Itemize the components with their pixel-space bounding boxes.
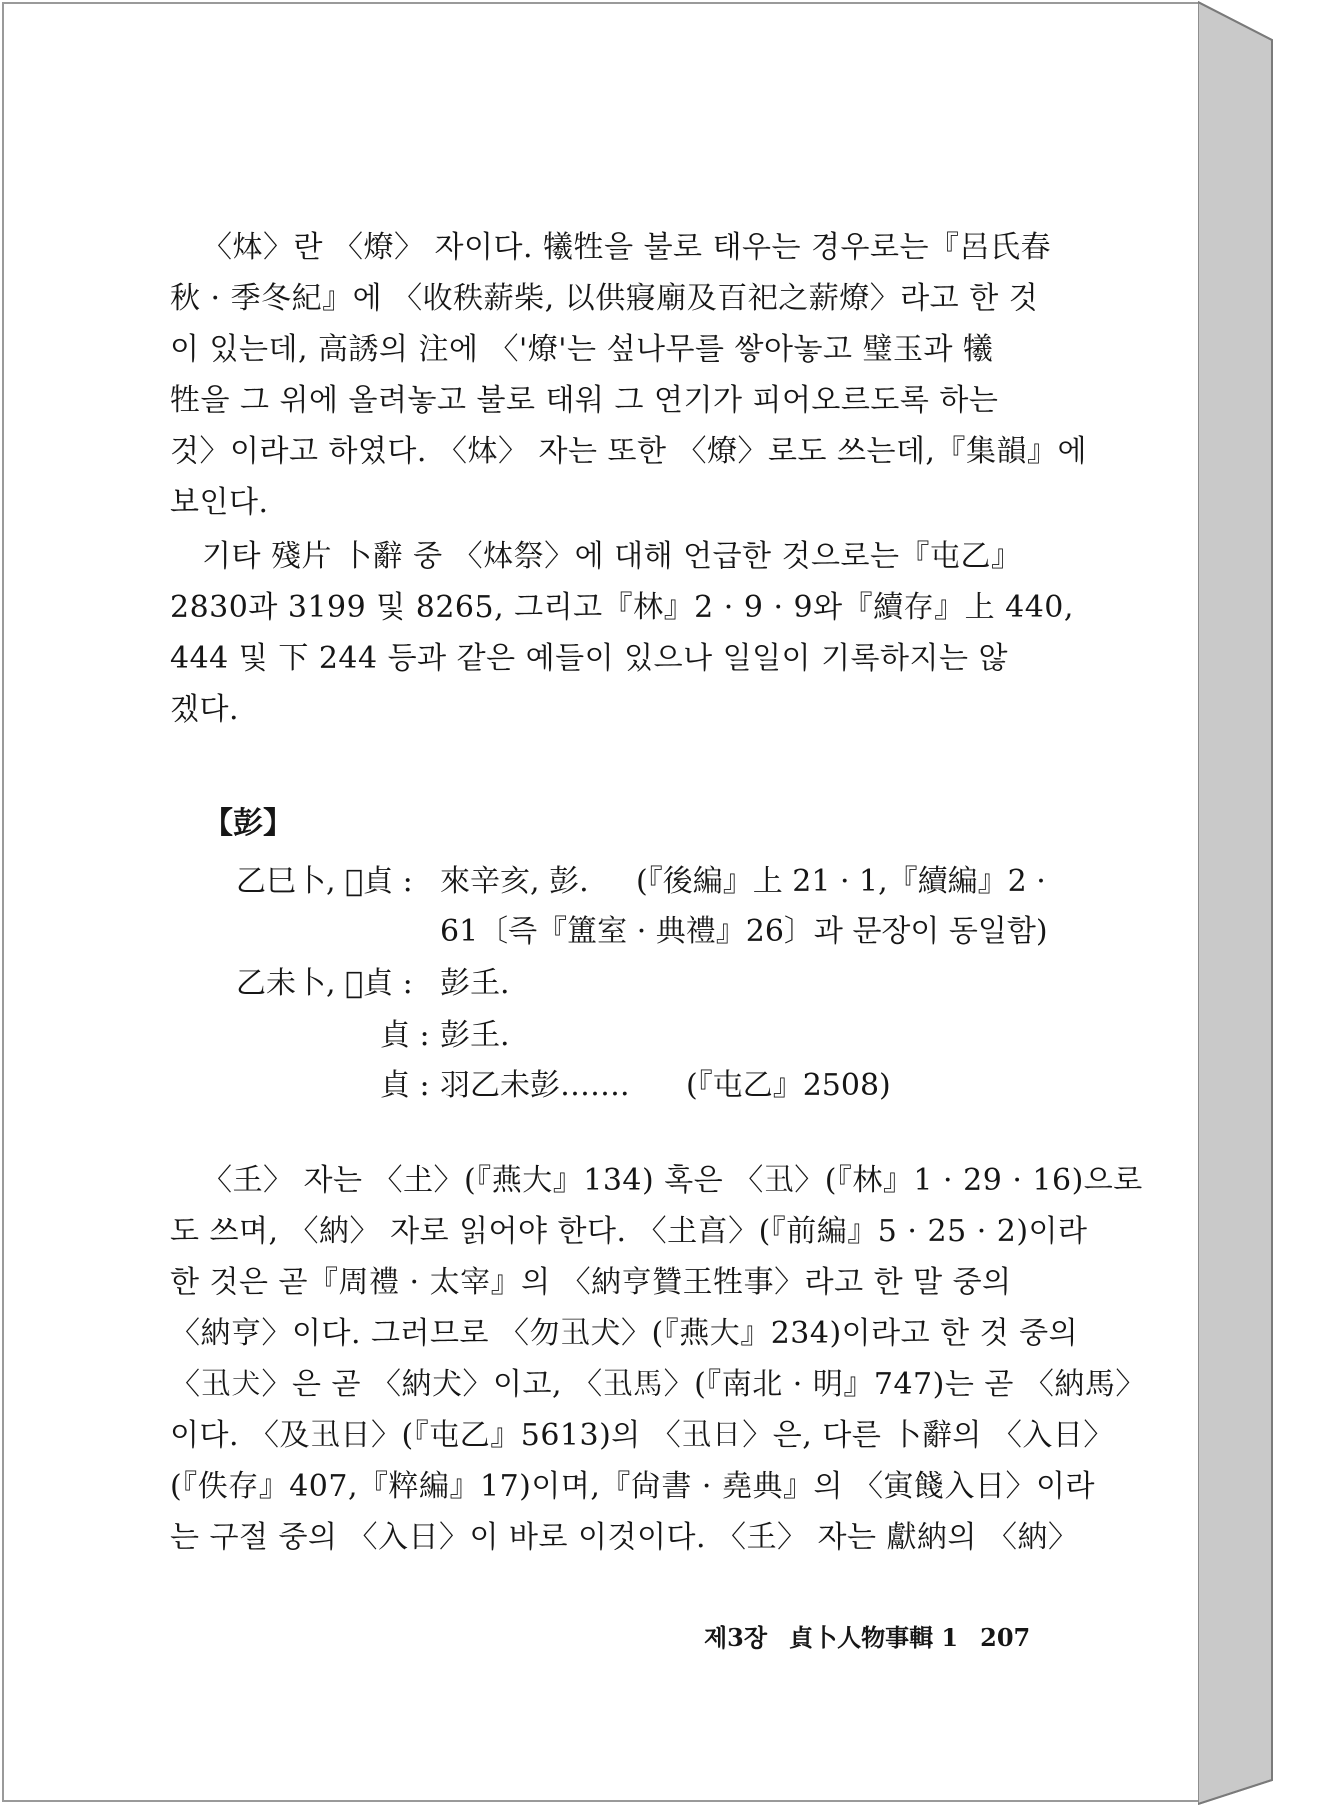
inscription-citation: (『屯乙』2508) bbox=[686, 1068, 891, 1103]
text-line: 2830과 3199 및 8265, 그리고『林』2 · 9 · 9와『續存』上 440, bbox=[170, 590, 1074, 625]
text-line: 이 있는데, 高誘의 注에 〈'燎'는 섶나무를 쌓아놓고 璧玉과 犧 bbox=[170, 332, 994, 367]
inscription-text: 來辛亥, 彭. bbox=[440, 864, 589, 899]
paragraph-1-block bbox=[170, 222, 1087, 528]
text-line: 것〉이라고 하였다. 〈㶱〉 자는 또한 〈燎〉로도 쓰는데,『集韻』에 bbox=[170, 434, 1087, 469]
inscription-text: 彭𡈼. bbox=[440, 966, 510, 1001]
text-line: 〈納亨〉이다. 그러므로 〈勿𡈾犬〉(『燕大』234)이라고 한 것 중의 bbox=[170, 1316, 1079, 1351]
text-line: 이다. 〈及𡈾日〉(『屯乙』5613)의 〈𡈾日〉은, 다른 卜辭의 〈入日〉 bbox=[170, 1418, 1114, 1453]
text-line: 444 및 下 244 등과 같은 예들이 있으나 일일이 기록하지는 않 bbox=[170, 641, 1008, 676]
text-line: 보인다. bbox=[170, 485, 269, 520]
text-line: 겠다. bbox=[170, 692, 239, 727]
text-line: (『佚存』407,『粹編』17)이며,『尙書 · 堯典』의 〈寅餞入日〉이라 bbox=[170, 1469, 1095, 1504]
inscription-text: 61〔즉『簠室 · 典禮』26〕과 문장이 동일함) bbox=[440, 914, 1048, 949]
paragraph-2-block bbox=[170, 531, 1074, 735]
inscription-prefix: 乙未卜, 𡧊貞 : bbox=[236, 966, 413, 1001]
inscription-citation: (『後編』上 21 · 1,『續編』2 · bbox=[636, 864, 1046, 899]
text-line: 도 쓰며, 〈納〉 자로 읽어야 한다. 〈𡈽亯〉(『前編』5 · 25 · 2)이라 bbox=[170, 1214, 1088, 1249]
inscription-prefix: 乙巳卜, 𡧊貞 : bbox=[236, 864, 413, 899]
text-line: 秋 · 季冬紀』에 〈收秩薪柴, 以供寢廟及百祀之薪燎〉라고 한 것 bbox=[170, 281, 1039, 316]
page-number: 207 bbox=[980, 1623, 1031, 1652]
inscription-prefix: 貞 : bbox=[380, 1068, 430, 1103]
inscription-prefix: 貞 : bbox=[380, 1018, 430, 1053]
text-line: 기타 殘片 卜辭 중 〈㶱祭〉에 대해 언급한 것으로는『屯乙』 bbox=[202, 539, 1022, 574]
chapter-title: 貞卜人物事輯 1 bbox=[789, 1623, 959, 1652]
text-line: 〈㶱〉란 〈燎〉 자이다. 犧牲을 불로 태우는 경우로는『呂氏春 bbox=[202, 230, 1051, 265]
text-line: 〈𡈼〉 자는 〈𡈽〉(『燕大』134) 혹은 〈𡈾〉(『林』1 · 29 · 16)으로 bbox=[202, 1163, 1143, 1198]
text-line: 는 구절 중의 〈入日〉이 바로 이것이다. 〈𡈼〉 자는 獻納의 〈納〉 bbox=[170, 1520, 1079, 1555]
running-footer bbox=[704, 1618, 1030, 1653]
page-stack-edge bbox=[1198, 0, 1342, 1806]
chapter-label: 제3장 bbox=[704, 1623, 768, 1652]
text-line: 〈𡈾犬〉은 곧 〈納犬〉이고, 〈𡈾馬〉(『南北 · 明』747)는 곧 〈納馬〉 bbox=[170, 1367, 1146, 1402]
section-heading: 【彭】 bbox=[203, 806, 293, 841]
text-line: 牲을 그 위에 올려놓고 불로 태워 그 연기가 피어오르도록 하는 bbox=[170, 383, 999, 418]
inscription-text: 彭𡈼. bbox=[440, 1018, 510, 1053]
text-line: 한 것은 곧『周禮 · 太宰』의 〈納亨贊王牲事〉라고 한 말 중의 bbox=[170, 1265, 1012, 1300]
paragraph-3-block bbox=[170, 1155, 1146, 1563]
inscription-text: 羽乙未彭……. bbox=[440, 1068, 630, 1103]
